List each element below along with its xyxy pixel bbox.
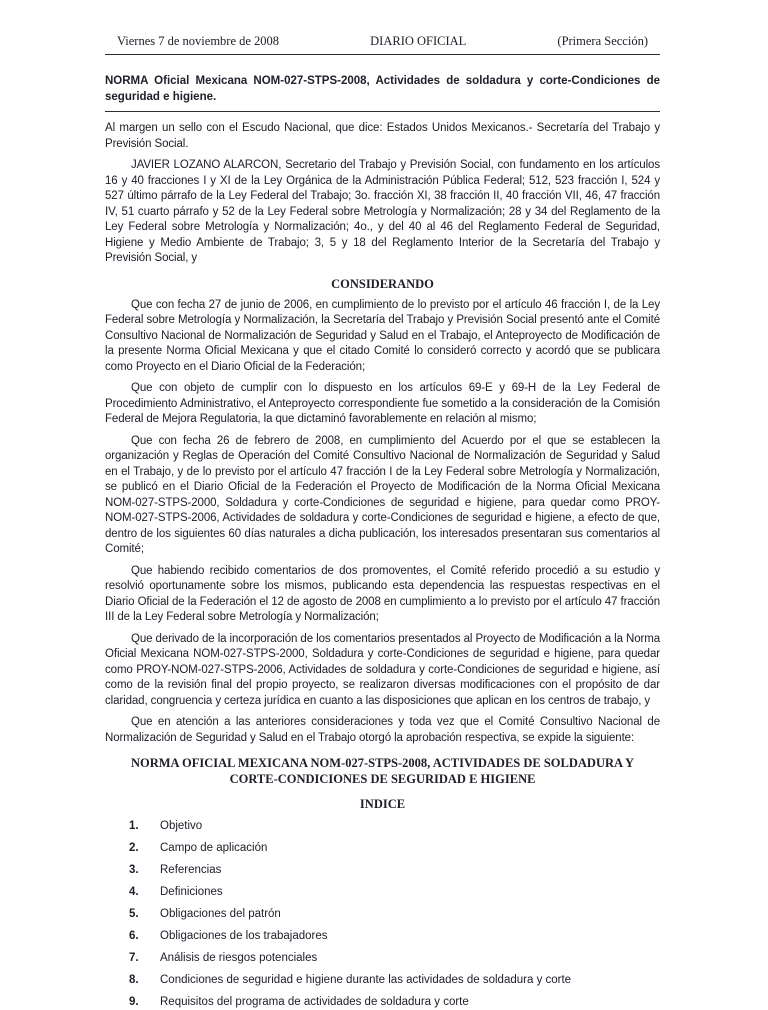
indice-item (105, 951, 660, 967)
paragraph-considerando-4: Que habiendo recibido comentarios de dos promoventes, el Comité referido procedió a su estudio y resolvió oportunamente sobre los mismos, publicando esta dependencia las respuestas respectivas en el Diario Oficial de la Federación el 12 de agosto de 2008 en cumplimiento a lo previsto por el artículo 47 fracción III de la Ley Federal sobre Metrología y Normalización; (105, 564, 660, 626)
indice-item-number: 1. (129, 819, 160, 835)
header-date: Viernes 7 de noviembre de 2008 (117, 34, 279, 49)
indice-item-label: Requisitos del programa de actividades de soldadura y corte (160, 995, 660, 1010)
indice-item-number: 3. (129, 863, 160, 879)
indice-list (105, 819, 660, 1010)
indice-item (105, 841, 660, 857)
indice-item-number: 9. (129, 995, 160, 1010)
indice-item (105, 973, 660, 989)
indice-item-number: 6. (129, 929, 160, 945)
indice-item-label: Condiciones de seguridad e higiene durante las actividades de soldadura y corte (160, 973, 660, 989)
indice-item (105, 995, 660, 1010)
paragraph-considerando-5: Que derivado de la incorporación de los comentarios presentados al Proyecto de Modificación a la Norma Oficial Mexicana NOM-027-STPS-2000, Soldadura y corte-Condiciones de seguridad e higiene, para quedar como PROY-NOM-027-STPS-2006, Actividades de soldadura y corte-Condiciones de seguridad e higiene, así como de la revisión final del propio proyecto, se realizaron diversas modificaciones con el propósito de dar claridad, congruencia y certeza jurídica en cuanto a las disposiciones que aplican en los centros de trabajo, y (105, 632, 660, 710)
title-divider (105, 111, 660, 112)
heading-norma-title: NORMA OFICIAL MEXICANA NOM-027-STPS-2008, ACTIVIDADES DE SOLDADURA Y CORTE-CONDICIONES DE SEGURIDAD E HIGIENE (105, 755, 660, 787)
indice-item-label: Definiciones (160, 885, 660, 901)
indice-item-label: Obligaciones del patrón (160, 907, 660, 923)
indice-item-number: 7. (129, 951, 160, 967)
page-header (105, 34, 660, 54)
indice-item (105, 819, 660, 835)
indice-item-number: 8. (129, 973, 160, 989)
indice-item-number: 2. (129, 841, 160, 857)
indice-item-label: Objetivo (160, 819, 660, 835)
paragraph-considerando-6: Que en atención a las anteriores consideraciones y toda vez que el Comité Consultivo Nacional de Normalización de Seguridad y Salud en el Trabajo otorgó la aprobación respectiva, se expide la siguiente: (105, 715, 660, 746)
indice-item-number: 5. (129, 907, 160, 923)
indice-item (105, 885, 660, 901)
paragraph-considerando-2: Que con objeto de cumplir con lo dispuesto en los artículos 69-E y 69-H de la Ley Federal de Procedimiento Administrativo, el Anteproyecto correspondiente fue sometido a la consideración de la Comisión Federal de Mejora Regulatoria, la que dictaminó favorablemente en relación al mismo; (105, 381, 660, 428)
heading-indice: INDICE (105, 796, 660, 812)
indice-item (105, 929, 660, 945)
paragraph-al-margen: Al margen un sello con el Escudo Nacional, que dice: Estados Unidos Mexicanos.- Secretaría del Trabajo y Previsión Social. (105, 121, 660, 152)
indice-item (105, 863, 660, 879)
document-title: NORMA Oficial Mexicana NOM-027-STPS-2008, Actividades de soldadura y corte-Condiciones de seguridad e higiene. (105, 73, 660, 111)
indice-item-label: Referencias (160, 863, 660, 879)
indice-item-number: 4. (129, 885, 160, 901)
indice-item-label: Análisis de riesgos potenciales (160, 951, 660, 967)
paragraph-considerando-3: Que con fecha 26 de febrero de 2008, en cumplimiento del Acuerdo por el que se establecen la organización y Reglas de Operación del Comité Consultivo Nacional de Normalización de Seguridad y Salud en el Trabajo, y de lo previsto por el artículo 47 fracción I de la Ley Federal sobre Metrología y Normalización, se publicó en el Diario Oficial de la Federación el Proyecto de Modificación de la Norma Oficial Mexicana NOM-027-STPS-2000, Soldadura y corte-Condiciones de seguridad e higiene, para quedar como PROY-NOM-027-STPS-2006, Actividades de soldadura y corte-Condiciones de seguridad e higiene, a efecto de que, dentro de los siguientes 60 días naturales a dicha publicación, los interesados presentaran sus comentarios al Comité; (105, 434, 660, 558)
heading-considerando: CONSIDERANDO (105, 276, 660, 292)
paragraph-fundamento: JAVIER LOZANO ALARCON, Secretario del Trabajo y Previsión Social, con fundamento en los artículos 16 y 40 fracciones I y XI de la Ley Orgánica de la Administración Pública Federal; 512, 523 fracción I, 524 y 527 último párrafo de la Ley Federal del Trabajo; 3o. fracción XI, 38 fracción II, 40 fracción VII, 46, 47 fracción IV, 51 cuarto párrafo y 52 de la Ley Federal sobre Metrología y Normalización; 28 y 34 del Reglamento de la Ley Federal sobre Metrología y Normalización; 4o., y del 40 al 46 del Reglamento Federal de Seguridad, Higiene y Medio Ambiente de Trabajo; 3, 5 y 18 del Reglamento Interior de la Secretaría del Trabajo y Previsión Social, y (105, 158, 660, 267)
header-divider (105, 54, 660, 55)
header-section-label: (Primera Sección) (557, 34, 648, 49)
indice-item (105, 907, 660, 923)
indice-item-label: Campo de aplicación (160, 841, 660, 857)
paragraph-considerando-1: Que con fecha 27 de junio de 2006, en cumplimiento de lo previsto por el artículo 46 fracción I, de la Ley Federal sobre Metrología y Normalización, la Secretaría del Trabajo y Previsión Social presentó ante el Comité Consultivo Nacional de Normalización de Seguridad y Salud en el Trabajo, el Anteproyecto de Modificación de la presente Norma Oficial Mexicana y que el citado Comité lo consideró correcto y acordó que se publicara como Proyecto en el Diario Oficial de la Federación; (105, 298, 660, 376)
header-publication-name: DIARIO OFICIAL (370, 34, 466, 49)
indice-item-label: Obligaciones de los trabajadores (160, 929, 660, 945)
